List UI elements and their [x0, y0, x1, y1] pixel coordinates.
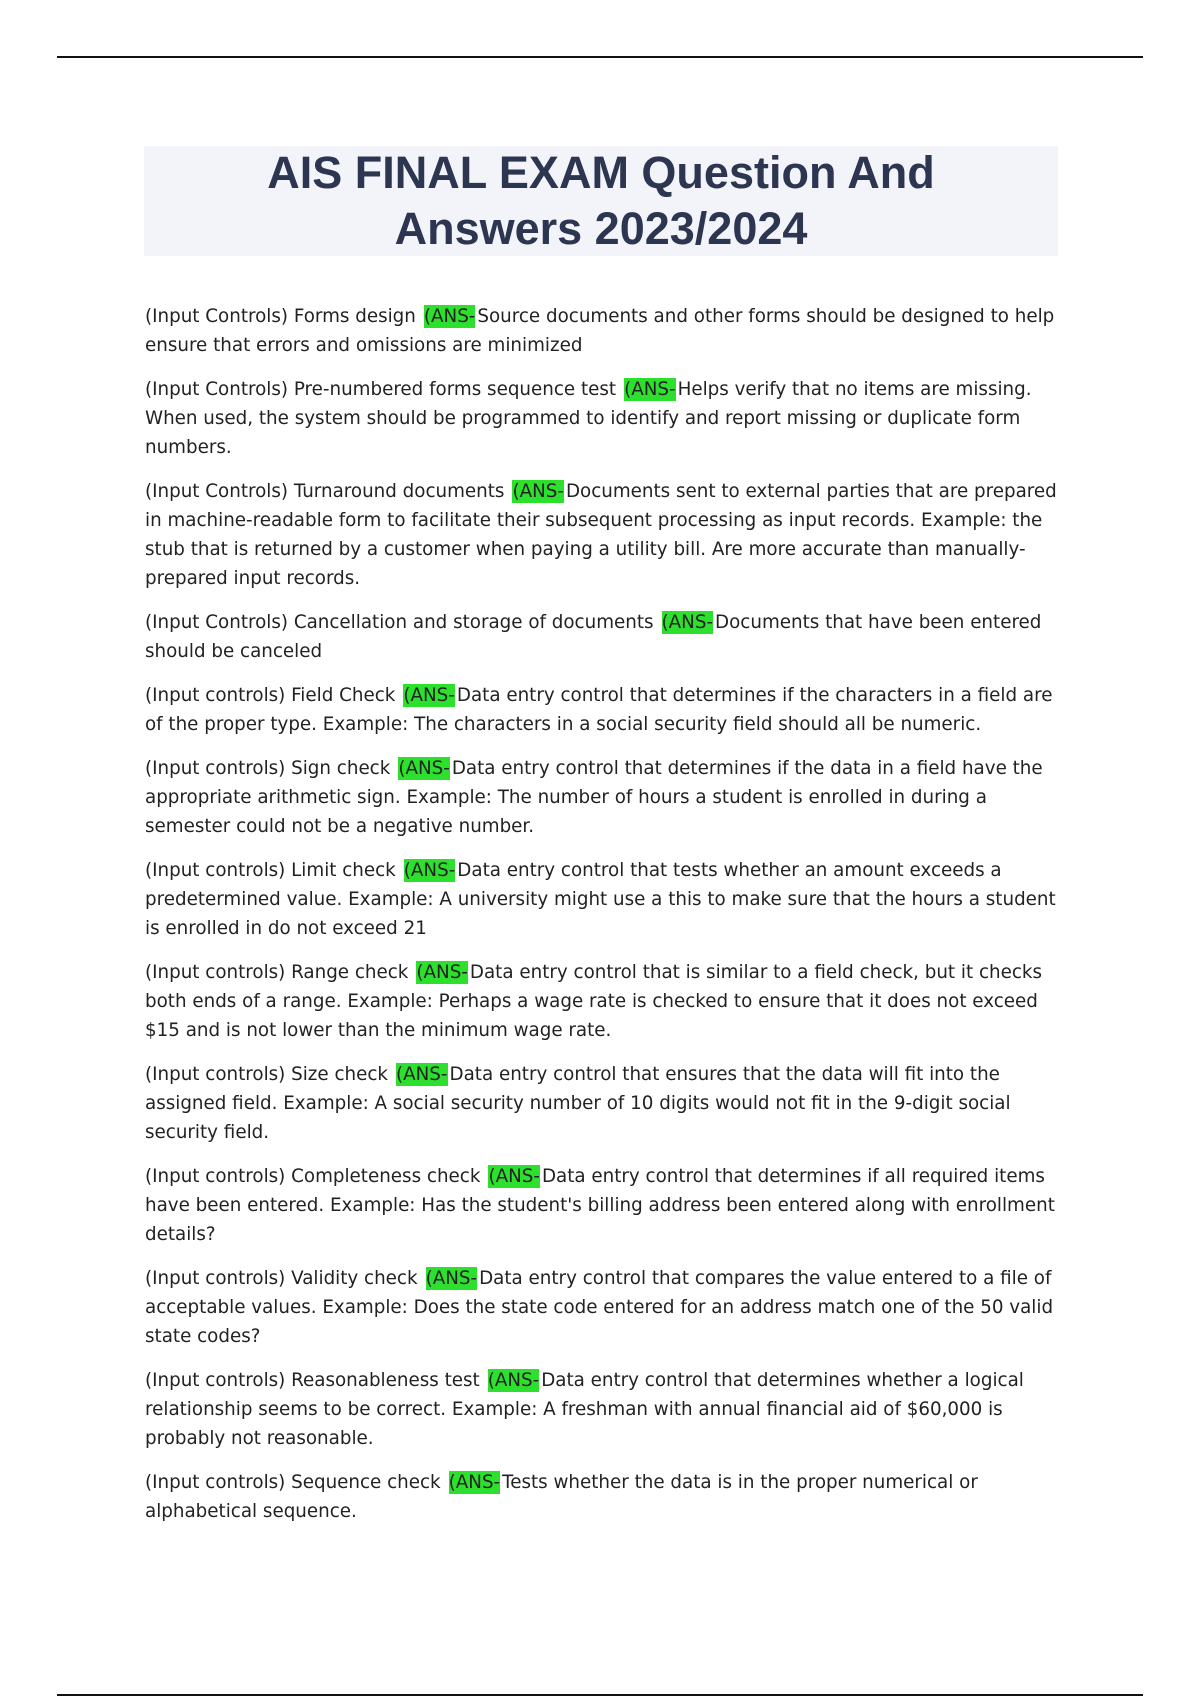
qa-list	[145, 302, 1057, 1541]
answer-tag: (ANS-	[403, 685, 455, 706]
qa-answer: Data entry control that determines if the data in a field have the appropriate arithmetic sign. Example: The number of hours a student is enrolled in during a semester could not be a negative number.	[145, 758, 1043, 837]
qa-answer: Data entry control that determines if all required items have been entered. Example: Has the student's billing address been entered along with enrollment details?	[145, 1166, 1055, 1245]
qa-answer: Helps verify that no items are missing. When used, the system should be programmed to identify and report missing or duplicate form numbers.	[145, 379, 1032, 458]
qa-item	[145, 375, 1057, 462]
qa-question: (Input controls) Sign check	[145, 758, 391, 779]
qa-answer: Data entry control that ensures that the data will fit into the assigned field. Example: A social security number of 10 digits would not fit in the 9-digit social security field.	[145, 1064, 1011, 1143]
qa-item	[145, 856, 1057, 943]
qa-answer: Data entry control that compares the value entered to a file of acceptable values. Example: Does the state code entered for an address match one of the 50 valid state codes?	[145, 1268, 1054, 1347]
qa-question: (Input Controls) Forms design	[145, 306, 416, 327]
answer-tag: (ANS-	[624, 379, 676, 400]
answer-tag: (ANS-	[448, 1472, 501, 1493]
qa-question: (Input controls) Validity check	[145, 1268, 418, 1289]
title-banner	[144, 146, 1058, 256]
qa-item	[145, 608, 1057, 666]
document-title: AIS FINAL EXAM Question And Answers 2023/2024	[267, 147, 935, 254]
qa-answer: Documents that have been entered should be canceled	[145, 612, 1042, 662]
qa-answer: Tests whether the data is in the proper numerical or alphabetical sequence.	[145, 1472, 978, 1522]
answer-tag: (ANS-	[512, 481, 564, 502]
qa-answer: Data entry control that is similar to a field check, but it checks both ends of a range. Example: Perhaps a wage rate is checked to ensure that it does not exceed $15 and is not lower than the minimum wage rate.	[145, 962, 1042, 1041]
qa-answer: Source documents and other forms should be designed to help ensure that errors and omissions are minimized	[145, 306, 1055, 356]
qa-answer: Data entry control that determines if the characters in a field are of the proper type. Example: The characters in a social security field should all be numeric.	[145, 685, 1053, 735]
qa-item	[145, 754, 1057, 841]
qa-item	[145, 1366, 1057, 1453]
answer-tag: (ANS-	[416, 962, 468, 983]
qa-question: (Input controls) Sequence check	[145, 1472, 441, 1493]
qa-item	[145, 958, 1057, 1045]
qa-item	[145, 1162, 1057, 1249]
qa-answer: Data entry control that determines whether a logical relationship seems to be correct. Example: A freshman with annual financial aid of $60,000 is probably not reasonable.	[145, 1370, 1024, 1449]
bottom-rule	[57, 1694, 1143, 1696]
qa-question: (Input controls) Limit check	[145, 860, 396, 881]
answer-tag: (ANS-	[395, 1064, 448, 1085]
answer-tag: (ANS-	[488, 1166, 540, 1187]
qa-item	[145, 1060, 1057, 1147]
qa-item	[145, 477, 1057, 593]
top-rule	[57, 56, 1143, 58]
qa-item	[145, 1264, 1057, 1351]
answer-tag: (ANS-	[661, 612, 714, 633]
qa-question: (Input controls) Field Check	[145, 685, 396, 706]
answer-tag: (ANS-	[423, 306, 476, 327]
answer-tag: (ANS-	[425, 1268, 478, 1289]
qa-answer: Data entry control that tests whether an amount exceeds a predetermined value. Example: A university might use a this to make sure that the hours a student is enrolled in do not exceed 21	[145, 860, 1056, 939]
qa-item	[145, 1468, 1057, 1526]
qa-question: (Input controls) Size check	[145, 1064, 388, 1085]
qa-question: (Input Controls) Cancellation and storage of documents	[145, 612, 654, 633]
qa-question: (Input controls) Range check	[145, 962, 409, 983]
qa-item	[145, 302, 1057, 360]
qa-question: (Input Controls) Turnaround documents	[145, 481, 505, 502]
qa-item	[145, 681, 1057, 739]
answer-tag: (ANS-	[487, 1370, 540, 1391]
answer-tag: (ANS-	[403, 860, 456, 881]
qa-question: (Input controls) Reasonableness test	[145, 1370, 480, 1391]
qa-question: (Input controls) Completeness check	[145, 1166, 481, 1187]
answer-tag: (ANS-	[398, 758, 450, 779]
qa-answer: Documents sent to external parties that are prepared in machine-readable form to facilitate their subsequent processing as input records. Example: the stub that is returned by a customer when paying a utility bill. Are more accurate than manually-prepared input records.	[145, 481, 1057, 589]
qa-question: (Input Controls) Pre-numbered forms sequence test	[145, 379, 617, 400]
